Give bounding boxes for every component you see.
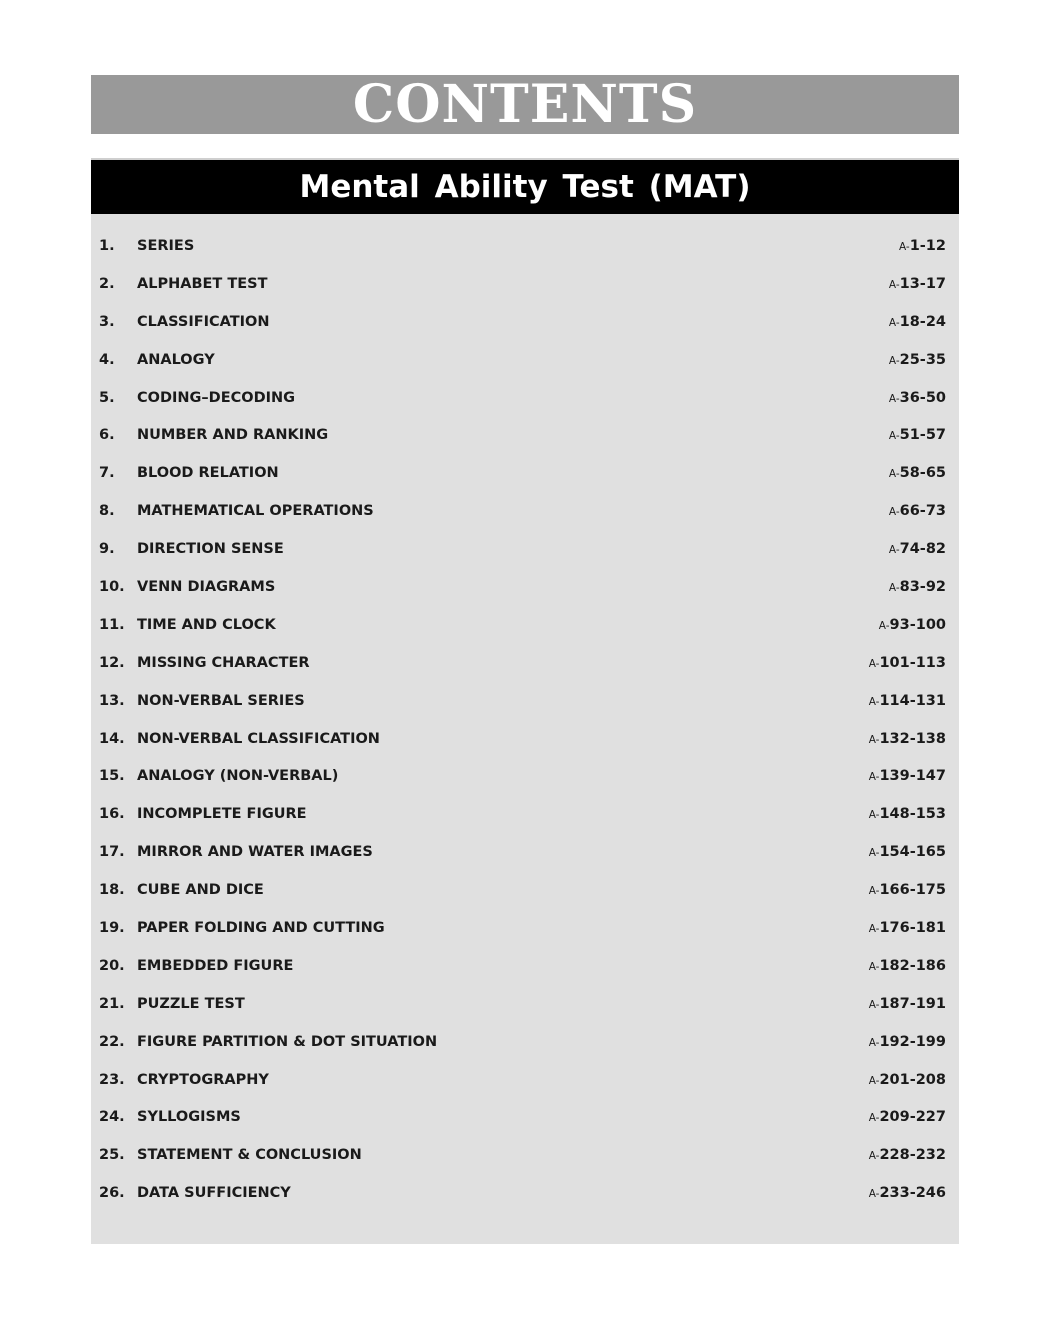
page-prefix: A- (888, 430, 900, 443)
page-prefix: A- (888, 278, 900, 291)
toc-entry[interactable] (91, 454, 959, 492)
page-prefix: A- (868, 809, 880, 822)
page-range (869, 882, 946, 898)
toc-entry[interactable] (91, 1098, 959, 1136)
chapter-title: TIME AND CLOCK (137, 616, 276, 633)
page-numbers: 101-113 (879, 654, 946, 671)
page-range (889, 579, 946, 595)
toc-entry[interactable] (91, 909, 959, 947)
page-numbers: 139-147 (879, 768, 946, 785)
chapter-title: CLASSIFICATION (137, 313, 270, 330)
page-prefix: A- (868, 847, 880, 860)
chapter-title: PUZZLE TEST (137, 995, 245, 1012)
chapter-number: 6. (99, 427, 115, 444)
chapter-number: 1. (99, 237, 115, 254)
page-range (869, 996, 946, 1012)
chapter-title: CODING–DECODING (137, 389, 296, 406)
page-numbers: 154-165 (879, 844, 946, 861)
chapter-number: 13. (99, 692, 125, 709)
page-numbers: 83-92 (899, 578, 946, 595)
page-range (869, 1185, 946, 1201)
page-prefix: A- (888, 392, 900, 405)
page-range (869, 693, 946, 709)
chapter-number: 16. (99, 806, 125, 823)
toc-panel (91, 214, 959, 1244)
toc-entry[interactable] (91, 1023, 959, 1061)
page-numbers: 93-100 (889, 616, 946, 633)
page-range (889, 390, 946, 406)
chapter-number: 10. (99, 578, 125, 595)
page-range (869, 806, 946, 822)
toc-entry[interactable] (91, 871, 959, 909)
chapter-number: 18. (99, 882, 125, 899)
toc-entry[interactable] (91, 985, 959, 1023)
page-numbers: 114-131 (879, 692, 946, 709)
page-numbers: 187-191 (879, 995, 946, 1012)
toc-entry[interactable] (91, 1136, 959, 1174)
toc-entry[interactable] (91, 227, 959, 265)
page-range (869, 731, 946, 747)
chapter-title: MATHEMATICAL OPERATIONS (137, 503, 374, 520)
chapter-title: ANALOGY (137, 351, 215, 368)
page-prefix: A- (868, 1112, 880, 1125)
chapter-title: ALPHABET TEST (137, 275, 268, 292)
chapter-title: INCOMPLETE FIGURE (137, 806, 307, 823)
page-range (879, 617, 946, 633)
toc-entry[interactable] (91, 379, 959, 417)
page-numbers: 233-246 (879, 1185, 946, 1202)
toc-entry[interactable] (91, 265, 959, 303)
chapter-number: 19. (99, 919, 125, 936)
page-range (889, 276, 946, 292)
page-numbers: 192-199 (879, 1033, 946, 1050)
page-prefix: A- (868, 1150, 880, 1163)
page-prefix: A- (888, 468, 900, 481)
toc-entry[interactable] (91, 947, 959, 985)
page-range (869, 1072, 946, 1088)
page-numbers: 66-73 (899, 503, 946, 520)
chapter-number: 23. (99, 1071, 125, 1088)
section-title: Mental Ability Test (MAT) (299, 168, 751, 205)
page-range (889, 314, 946, 330)
page-numbers: 1-12 (909, 237, 946, 254)
page-range (889, 352, 946, 368)
page-numbers: 18-24 (899, 313, 946, 330)
page-range (889, 427, 946, 443)
toc-entry[interactable] (91, 644, 959, 682)
chapter-title: PAPER FOLDING AND CUTTING (137, 919, 385, 936)
page-numbers: 36-50 (899, 389, 946, 406)
page-numbers: 166-175 (879, 882, 946, 899)
chapter-title: NON-VERBAL SERIES (137, 692, 305, 709)
page-numbers: 209-227 (879, 1109, 946, 1126)
chapter-number: 26. (99, 1185, 125, 1202)
chapter-number: 24. (99, 1109, 125, 1126)
chapter-title: MISSING CHARACTER (137, 654, 310, 671)
chapter-title: STATEMENT & CONCLUSION (137, 1147, 362, 1164)
page-range (869, 958, 946, 974)
toc-entry[interactable] (91, 492, 959, 530)
chapter-number: 14. (99, 730, 125, 747)
toc-entry[interactable] (91, 341, 959, 379)
chapter-title: BLOOD RELATION (137, 465, 279, 482)
chapter-number: 12. (99, 654, 125, 671)
toc-entry[interactable] (91, 720, 959, 758)
page-prefix: A- (868, 960, 880, 973)
chapter-title: NON-VERBAL CLASSIFICATION (137, 730, 380, 747)
page-prefix: A- (888, 581, 900, 594)
page-prefix: A- (868, 657, 880, 670)
page-range (869, 655, 946, 671)
page-prefix: A- (868, 1036, 880, 1049)
contents-banner (91, 75, 959, 134)
page-numbers: 132-138 (879, 730, 946, 747)
page-range (869, 768, 946, 784)
chapter-number: 4. (99, 351, 115, 368)
page-range (889, 541, 946, 557)
page-numbers: 228-232 (879, 1147, 946, 1164)
page-numbers: 13-17 (899, 275, 946, 292)
page-numbers: 148-153 (879, 806, 946, 823)
chapter-number: 7. (99, 465, 115, 482)
chapter-title: DIRECTION SENSE (137, 541, 284, 558)
page-range (889, 465, 946, 481)
chapter-number: 20. (99, 957, 125, 974)
chapter-title: SYLLOGISMS (137, 1109, 241, 1126)
page-title: CONTENTS (352, 73, 698, 135)
chapter-title: FIGURE PARTITION & DOT SITUATION (137, 1033, 438, 1050)
page-prefix: A- (888, 316, 900, 329)
page-prefix: A- (868, 998, 880, 1011)
toc-entry[interactable] (91, 795, 959, 833)
page-numbers: 25-35 (899, 351, 946, 368)
page-prefix: A- (868, 771, 880, 784)
page-range (869, 844, 946, 860)
page-prefix: A- (878, 619, 890, 632)
page-prefix: A- (868, 1074, 880, 1087)
chapter-title: NUMBER AND RANKING (137, 427, 329, 444)
page-numbers: 182-186 (879, 957, 946, 974)
toc-entry[interactable] (91, 530, 959, 568)
page-prefix: A- (868, 695, 880, 708)
toc-list (91, 214, 959, 1212)
toc-entry[interactable] (91, 303, 959, 341)
chapter-number: 25. (99, 1147, 125, 1164)
page-numbers: 74-82 (899, 541, 946, 558)
chapter-title: MIRROR AND WATER IMAGES (137, 844, 373, 861)
chapter-title: ANALOGY (NON-VERBAL) (137, 768, 339, 785)
chapter-number: 9. (99, 541, 115, 558)
chapter-title: CUBE AND DICE (137, 882, 264, 899)
page-numbers: 176-181 (879, 919, 946, 936)
toc-entry[interactable] (91, 757, 959, 795)
toc-entry[interactable] (91, 606, 959, 644)
toc-entry[interactable] (91, 682, 959, 720)
page-range (869, 1034, 946, 1050)
page-numbers: 51-57 (899, 427, 946, 444)
page-prefix: A- (868, 922, 880, 935)
toc-entry[interactable] (91, 1174, 959, 1212)
page-prefix: A- (898, 240, 910, 253)
chapter-number: 3. (99, 313, 115, 330)
toc-entry[interactable] (91, 568, 959, 606)
chapter-number: 21. (99, 995, 125, 1012)
chapter-number: 22. (99, 1033, 125, 1050)
chapter-number: 11. (99, 616, 125, 633)
chapter-number: 15. (99, 768, 125, 785)
chapter-number: 17. (99, 844, 125, 861)
chapter-title: CRYPTOGRAPHY (137, 1071, 269, 1088)
toc-entry[interactable] (91, 1061, 959, 1099)
chapter-number: 8. (99, 503, 115, 520)
toc-entry[interactable] (91, 416, 959, 454)
chapter-title: VENN DIAGRAMS (137, 578, 276, 595)
page-numbers: 58-65 (899, 465, 946, 482)
page-range (869, 1147, 946, 1163)
chapter-title: EMBEDDED FIGURE (137, 957, 294, 974)
page-range (889, 503, 946, 519)
page-prefix: A- (888, 544, 900, 557)
chapter-number: 5. (99, 389, 115, 406)
page-range (869, 1109, 946, 1125)
toc-entry[interactable] (91, 833, 959, 871)
page-prefix: A- (888, 506, 900, 519)
page-numbers: 201-208 (879, 1071, 946, 1088)
chapter-title: DATA SUFFICIENCY (137, 1185, 291, 1202)
chapter-number: 2. (99, 275, 115, 292)
section-header (91, 158, 959, 214)
page-prefix: A- (868, 885, 880, 898)
page-prefix: A- (888, 354, 900, 367)
page-prefix: A- (868, 1188, 880, 1201)
page-range (899, 238, 946, 254)
page-range (869, 920, 946, 936)
page-prefix: A- (868, 733, 880, 746)
chapter-title: SERIES (137, 237, 195, 254)
